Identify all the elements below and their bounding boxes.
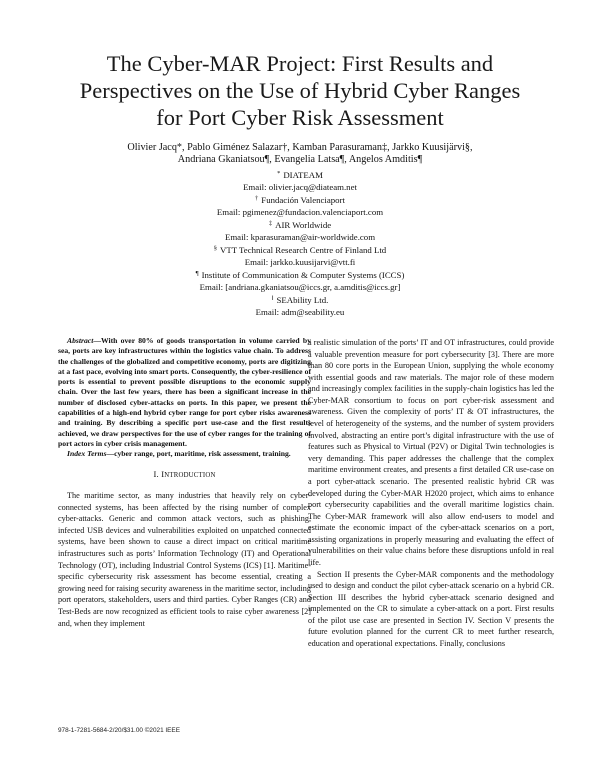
affiliation-symbol: † xyxy=(255,195,259,202)
copyright-notice: 978-1-7281-5684-2/20/$31.00 ©2021 IEEE xyxy=(58,727,180,734)
abstract-text: —With over 80% of goods transportation in volume carried by sea, ports are key infrastructures within the logistics value chain. To address the challenges of the globalized and competitive economy, ports are digitizing at a fast pace, evolving into smart ports. Consequently, the cyber-resilience of ports is essential to prevent possible disruptions to the economic supply chain. Over the last few years, there has been a significant increase in the number of disclosed cyber-attacks on ports. In this paper, we present the capabilities of a high-end hybrid cyber range for port cyber risks awareness and training. By describing a specific port use-case and the first results achieved, we draw perspectives for the use of cyber ranges for the training of port actors in cyber crisis management. xyxy=(58,336,311,448)
affiliation-email: Email: jarkko.kuusijarvi@vtt.fi xyxy=(244,256,356,267)
title-line-2: Perspectives on the Use of Hybrid Cyber Ranges xyxy=(79,78,521,103)
affiliation-symbol: ¶ xyxy=(195,270,199,277)
right-column xyxy=(308,337,554,650)
affiliation-list xyxy=(60,168,540,318)
section-heading-introduction: I. INTRODUCTION xyxy=(153,468,216,479)
introduction-paragraph: The maritime sector, as many industries that heavily rely on cyber-connected systems, has been affected by the rising number of complex cyber-attacks. Generic and common attack vectors, such as phishing, infected USB devices and vulnerabilities exploited on unpatched connected systems, have been shown to cause a direct impact on critical maritime infrastructures such as ports’ Information Technology (IT) and Operational Technology (OT), including Industrial Control Systems (ICS) [1]. Maritime-specific cybersecurity risk assessment has become essential, creating a growing need for raising security awareness in the maritime sector, including port operators, stakeholders, users and third parties. Cyber Ranges (CR) and Test-Beds are now recognized as efficient tools to raise cyber awareness [2] and, when they implement xyxy=(58,491,311,628)
paper-title xyxy=(40,50,560,131)
abstract-label: Abstract xyxy=(67,336,94,345)
authors-line-2: Andriana Gkaniatsou¶, Evangelia Latsa¶, Angelos Amditis¶ xyxy=(177,153,423,165)
title-line-3: for Port Cyber Risk Assessment xyxy=(156,105,444,130)
affiliation-symbol: ‡ xyxy=(268,220,273,227)
affiliation-name: † Fundación Valenciaport xyxy=(255,195,345,205)
affiliation-name: ‡ AIR Worldwide xyxy=(268,220,332,230)
affiliation-name: * DIATEAM xyxy=(277,170,323,180)
abstract xyxy=(58,336,311,449)
affiliation-email: Email: adm@seability.eu xyxy=(255,306,345,317)
authors-line-1: Olivier Jacq*, Pablo Giménez Salazar†, Kamban Parasuraman‡, Jarkko Kuusijärvi§, xyxy=(127,142,473,153)
body-paragraph-continued: a realistic simulation of the ports’ IT and OT infrastructures, could provide a valuable prevention measure for port cybersecurity [3]. There are more than 80 core ports in the European Union, supplying the whole economy with essential goods and raw materials. The major role of these modern and increasingly complex facilities in the supply-chain logistics has led the Cyber-MAR consortium to focus on port cyber-risk assessment and awareness. Given the complexity of ports’ IT & OT infrastructures, the level of heterogeneity of the systems, and the number of system providers involved, abstracting an entire port’s digital infrastructure with the use of features such as Physical to Virtual (P2V) or Digital Twin technologies is very demanding. This paper addresses the challenge that the complex maritime environment creates, and presents a first detailed CR use-case on a port cyber-attack scenario. The presented realistic hybrid CR was developed during the Cyber-MAR H2020 project, which aims to enhance port cybersecurity capabilities and the overall maritime logistics chain. The Cyber-MAR framework will also allow end-users to model and estimate the economic impact of the cyber-attack scenarios on a port, assisting organizations in properly measuring and evaluating the effect of vulnerabilities on their value chains before these disruptions unfold in real life. xyxy=(308,338,554,567)
affiliation-email: Email: pgimenez@fundacion.valenciaport.com xyxy=(216,206,384,217)
index-terms-label: Index Terms xyxy=(67,449,107,459)
affiliation-email: Email: olivier.jacq@diateam.net xyxy=(243,181,357,192)
affiliation-symbol: § xyxy=(213,245,218,252)
affiliation-name: § VTT Technical Research Centre of Finland Ltd xyxy=(213,245,387,255)
title-line-1: The Cyber-MAR Project: First Results and xyxy=(106,51,494,76)
body-paragraph-outline: Section II presents the Cyber-MAR components and the methodology used to design and conduct the pilot cyber-attack scenario on a hybrid CR. Section III describes the hybrid cyber-attack scenario designed and implemented on the CR to simulate a cyber-attack on a port. First results of the pilot use case are presented in Section IV. Section V presents the future evolution planned for the current CR to meet further research, education and operational expectations. Finally, conclusions xyxy=(308,569,554,649)
index-terms-text: —cyber range, port, maritime, risk assessment, training. xyxy=(106,449,291,459)
affiliation-symbol: * xyxy=(277,170,281,177)
affiliation-name: ¶ Institute of Communication & Computer Systems (ICCS) xyxy=(195,270,405,280)
affiliation-symbol: ‖ xyxy=(271,295,274,302)
affiliation-email: Email: kparasuraman@air-worldwide.com xyxy=(224,231,376,242)
index-terms xyxy=(58,449,311,459)
author-list xyxy=(40,142,560,165)
left-column xyxy=(58,336,311,629)
affiliation-email: Email: [andriana.gkaniatsou@iccs.gr, a.amditis@iccs.gr] xyxy=(199,281,401,292)
affiliation-name: ‖ SEAbility Ltd. xyxy=(271,295,329,305)
